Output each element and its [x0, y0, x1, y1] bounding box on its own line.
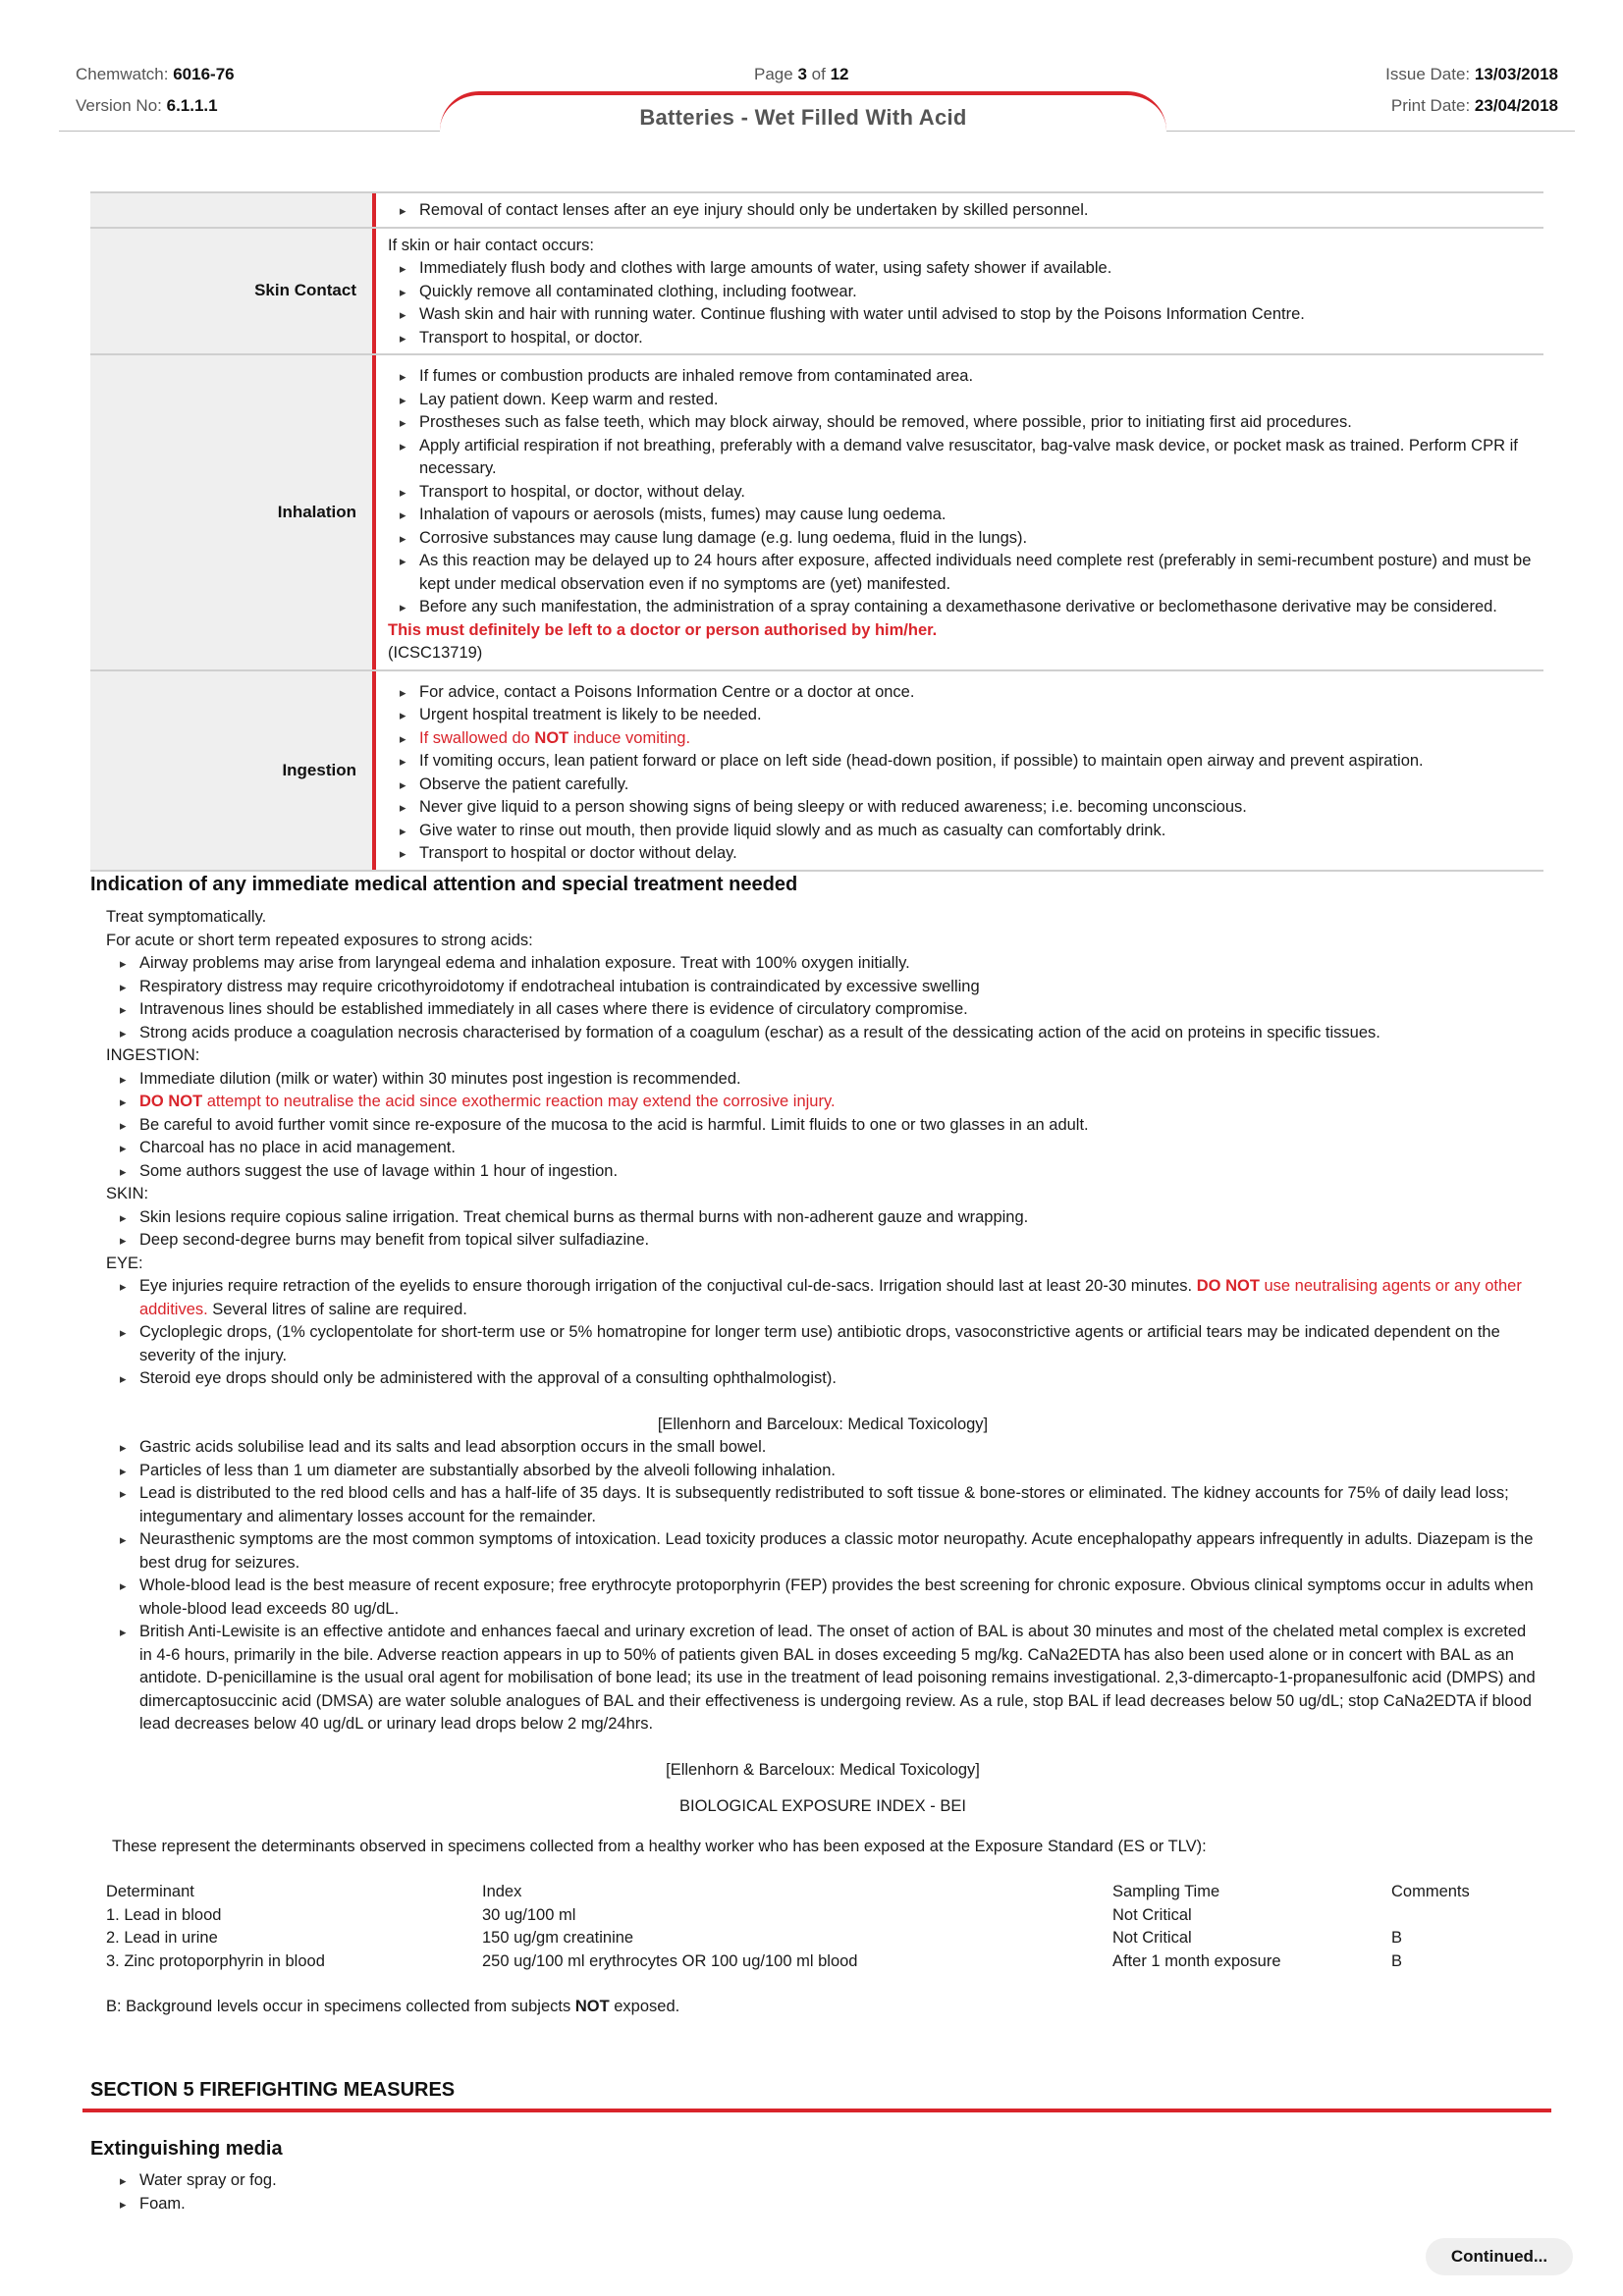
list-item: ▸ Gastric acids solubilise lead and its salts and lead absorption occurs in the small bowel.: [106, 1436, 1540, 1460]
col-sampling-time: Sampling Time: [1112, 1883, 1220, 1900]
table-cell: 250 ug/100 ml erythrocytes OR 100 ug/100 ml blood: [482, 1951, 858, 1970]
list-item: ▸ Some authors suggest the use of lavage within 1 hour of ingestion.: [106, 1160, 1540, 1184]
table-cell: 30 ug/100 ml: [482, 1905, 576, 1924]
col-comments: Comments: [1391, 1883, 1470, 1900]
skin-contact-label: Skin Contact: [90, 229, 372, 354]
table-cell: 1. Lead in blood: [106, 1905, 222, 1924]
page-header: [0, 0, 1623, 137]
table-cell: 150 ug/gm creatinine: [482, 1929, 634, 1947]
list-item: ▸ Steroid eye drops should only be administered with the approval of a consulting ophthalmologist).: [106, 1367, 1540, 1391]
table-cell: Not Critical: [1112, 1929, 1192, 1947]
ingestion-row: [90, 671, 1543, 872]
eye-contact-row-tail: [90, 191, 1543, 229]
table-row: [106, 1904, 1540, 1928]
skin-subheading: SKIN:: [106, 1185, 149, 1202]
table-cell: 2. Lead in urine: [106, 1929, 218, 1947]
extinguishing-media-heading: Extinguishing media: [90, 2138, 283, 2160]
list-item: ▸ If vomiting occurs, lean patient forward or place on left side (head-down position, if possible) to maintain open airway and prevent aspiration.: [388, 750, 1543, 774]
list-item: ▸ Immediate dilution (milk or water) within 30 minutes post ingestion is recommended.: [106, 1068, 1540, 1092]
continued-badge: Continued...: [1426, 2238, 1573, 2275]
issue-date: Issue Date: 13/03/2018: [1385, 65, 1558, 83]
bei-table: [106, 1881, 1540, 1973]
list-item: ▸ Water spray or fog.: [106, 2169, 1540, 2193]
list-item-eye-irrigation: ▸ Eye injuries require retraction of the eyelids to ensure thorough irrigation of the conjuctival cul-de-sacs. Irrigation should last at least 20-30 minutes. DO NOT use neutralising agents or any other additives. Several litres of saline are required.: [106, 1275, 1540, 1321]
inhalation-reference: (ICSC13719): [388, 644, 483, 662]
table-cell: After 1 month exposure: [1112, 1951, 1281, 1970]
eye-subheading: EYE:: [106, 1254, 143, 1272]
col-determinant: Determinant: [106, 1883, 194, 1900]
bei-note: B: Background levels occur in specimens collected from subjects NOT exposed.: [106, 1998, 680, 2015]
list-item: ▸ Cycloplegic drops, (1% cyclopentolate for short-term use or 5% homatropine for longer term use) antibiotic drops, vasoconstrictive agents or artificial tears may be indicated dependent on the severity of the injury.: [106, 1321, 1540, 1367]
list-item: ▸ Apply artificial respiration if not breathing, preferably with a demand valve resuscitator, bag-valve mask device, or pocket mask as trained. Perform CPR if necessary.: [388, 435, 1543, 481]
list-item: ▸ Prostheses such as false teeth, which may block airway, should be removed, where possible, prior to initiating first aid procedures.: [388, 411, 1543, 435]
table-row: [106, 1927, 1540, 1950]
header-rule-left: [59, 131, 442, 132]
list-item: ▸ Strong acids produce a coagulation necrosis characterised by formation of a coagulum (eschar) as a result of the dessicating action of the acid on proteins in specific tissues.: [106, 1022, 1540, 1045]
list-item: ▸ Skin lesions require copious saline irrigation. Treat chemical burns as thermal burns with non-adherent gauze and wrapping.: [106, 1206, 1540, 1230]
first-aid-table: [90, 191, 1543, 872]
bei-intro: These represent the determinants observed in specimens collected from a healthy worker who has been exposed at the Exposure Standard (ES or TLV):: [112, 1837, 1207, 1855]
reference-1: [Ellenhorn and Barceloux: Medical Toxicology]: [657, 1415, 989, 1433]
inhalation-label: Inhalation: [90, 355, 372, 669]
header-rule-right: [1166, 131, 1575, 132]
list-item: ▸ Observe the patient carefully.: [388, 774, 1543, 797]
list-item: ▸ Transport to hospital, or doctor.: [388, 327, 1543, 350]
list-item: ▸ Lay patient down. Keep warm and rested.: [388, 389, 1543, 412]
section-5-rule: [82, 2109, 1551, 2112]
document-title: Batteries - Wet Filled With Acid: [639, 105, 967, 130]
indication-heading: Indication of any immediate medical attention and special treatment needed: [90, 874, 798, 895]
treat-text: Treat symptomatically.: [106, 908, 267, 926]
version-no: Version No: 6.1.1.1: [76, 96, 218, 115]
table-cell: Not Critical: [1112, 1905, 1192, 1924]
list-item: ▸ Deep second-degree burns may benefit from topical silver sulfadiazine.: [106, 1229, 1540, 1253]
list-item: ▸ Lead is distributed to the red blood cells and has a half-life of 35 days. It is subsequently redistributed to soft tissue & bone-stores or eliminated. The kidney accounts for 75% of daily lead loss; integumentary and alimentary losses account for the remainder.: [106, 1482, 1540, 1528]
table-cell: 3. Zinc protoporphyrin in blood: [106, 1951, 325, 1970]
table-cell: [1391, 1904, 1540, 1928]
list-item: ▸ Wash skin and hair with running water. Continue flushing with water until advised to stop by the Poisons Information Centre.: [388, 303, 1543, 327]
skin-contact-row: [90, 229, 1543, 356]
acute-intro: For acute or short term repeated exposures to strong acids:: [106, 931, 533, 949]
list-item: ▸ For advice, contact a Poisons Information Centre or a doctor at once.: [388, 681, 1543, 705]
list-item: ▸ Be careful to avoid further vomit since re-exposure of the mucosa to the acid is harmful. Limit fluids to one or two glasses in an adult.: [106, 1114, 1540, 1138]
list-item: ▸ Intravenous lines should be established immediately in all cases where there is evidence of circulatory compromise.: [106, 998, 1540, 1022]
list-item: ▸ British Anti-Lewisite is an effective antidote and enhances faecal and urinary excretion of lead. The onset of action of BAL is about 30 minutes and most of the chelated metal complex is excreted in 4-6 hours, primarily in the bile. Adverse reaction appears in up to 50% of patients given BAL in doses exceeding 5 mg/kg. CaNa2EDTA has also been used alone or in concert with BAL as an antidote. D-penicillamine is the usual oral agent for mobilisation of bone lead; its use in the treatment of lead poisoning remains investigational. 2,3-dimercapto-1-propanesulfonic acid (DMPS) and dimercaptosuccinic acid (DMSA) are water soluble analogues of BAL and their effectiveness is undergoing review. As a rule, stop BAL if lead decreases below 50 ug/dL; stop CaNa2EDTA if blood lead decreases below 40 ug/dL or urinary lead drops below 2 mg/24hrs.: [106, 1621, 1540, 1736]
inhalation-row: [90, 355, 1543, 671]
list-item: ▸ Immediately flush body and clothes with large amounts of water, using safety shower if available.: [388, 257, 1543, 281]
bei-title: BIOLOGICAL EXPOSURE INDEX - BEI: [679, 1797, 966, 1815]
list-item: ▸ Urgent hospital treatment is likely to be needed.: [388, 704, 1543, 727]
table-cell: B: [1391, 1929, 1403, 1947]
list-item-warning: ▸ If swallowed do NOT induce vomiting.: [388, 727, 1543, 751]
list-item: ▸ Foam.: [106, 2193, 1540, 2216]
list-item: ▸ Give water to rinse out mouth, then provide liquid slowly and as much as casualty can comfortably drink.: [388, 820, 1543, 843]
list-item: ▸ If fumes or combustion products are inhaled remove from contaminated area.: [388, 365, 1543, 389]
print-date: Print Date: 23/04/2018: [1390, 96, 1558, 115]
chemwatch-id: Chemwatch: 6016-76: [76, 65, 235, 83]
inhalation-warning: This must definitely be left to a doctor or person authorised by him/her.: [388, 620, 938, 639]
table-cell: B: [1391, 1951, 1403, 1970]
eye-label-cell: [90, 193, 372, 227]
list-item: ▸ Particles of less than 1 um diameter are substantially absorbed by the alveoli following inhalation.: [106, 1460, 1540, 1483]
list-item-warning: ▸ DO NOT attempt to neutralise the acid since exothermic reaction may extend the corrosive injury.: [106, 1091, 1540, 1114]
skin-intro: If skin or hair contact occurs:: [388, 236, 594, 254]
list-item: ▸ Before any such manifestation, the administration of a spray containing a dexamethasone derivative or beclomethasone derivative may be considered.: [388, 596, 1543, 619]
list-item: ▸ Removal of contact lenses after an eye injury should only be undertaken by skilled personnel.: [388, 199, 1543, 223]
list-item: ▸ Respiratory distress may require cricothyroidotomy if endotracheal intubation is contraindicated by excessive swelling: [106, 976, 1540, 999]
list-item: ▸ Airway problems may arise from laryngeal edema and inhalation exposure. Treat with 100% oxygen initially.: [106, 952, 1540, 976]
reference-2: [Ellenhorn & Barceloux: Medical Toxicology]: [666, 1760, 980, 1779]
section-5-heading: SECTION 5 FIREFIGHTING MEASURES: [90, 2079, 456, 2101]
list-item: ▸ Never give liquid to a person showing signs of being sleepy or with reduced awareness; i.e. becoming unconscious.: [388, 796, 1543, 820]
list-item: ▸ As this reaction may be delayed up to 24 hours after exposure, affected individuals need complete rest (preferably in semi-recumbent posture) and must be kept under medical observation even if no symptoms are (yet) manifested.: [388, 550, 1543, 596]
list-item: ▸ Charcoal has no place in acid management.: [106, 1137, 1540, 1160]
list-item: ▸ Corrosive substances may cause lung damage (e.g. lung oedema, fluid in the lungs).: [388, 527, 1543, 551]
list-item: ▸ Neurasthenic symptoms are the most common symptoms of intoxication. Lead toxicity produces a classic motor neuropathy. Acute encephalopathy appears infrequently in adults. Diazepam is the best drug for seizures.: [106, 1528, 1540, 1575]
ingestion-subheading: INGESTION:: [106, 1046, 200, 1064]
table-header-row: [106, 1881, 1540, 1904]
list-item: ▸ Transport to hospital, or doctor, without delay.: [388, 481, 1543, 505]
table-row: [106, 1950, 1540, 1974]
ingestion-label: Ingestion: [90, 671, 372, 870]
list-item: ▸ Quickly remove all contaminated clothing, including footwear.: [388, 281, 1543, 304]
list-item: ▸ Transport to hospital or doctor without delay.: [388, 842, 1543, 866]
list-item: ▸ Whole-blood lead is the best measure of recent exposure; free erythrocyte protoporphyrin (FEP) provides the best screening for chronic exposure. Obvious clinical symptoms occur in adults when whole-blood lead exceeds 80 ug/dL.: [106, 1575, 1540, 1621]
page-number: Page 3 of 12: [754, 65, 849, 83]
col-index: Index: [482, 1883, 522, 1900]
list-item: ▸ Inhalation of vapours or aerosols (mists, fumes) may cause lung oedema.: [388, 504, 1543, 527]
indication-body: [106, 906, 1540, 2019]
extinguishing-media-list: [106, 2169, 1540, 2216]
